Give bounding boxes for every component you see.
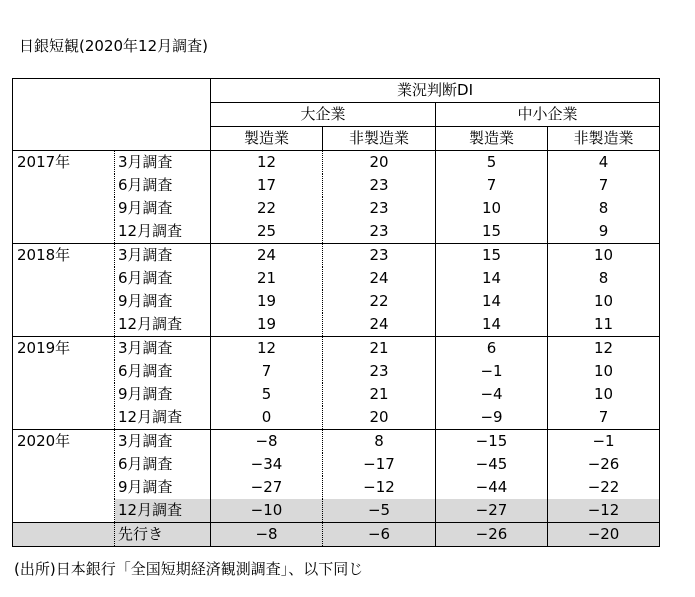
header-large-enterprise: 大企業: [211, 103, 436, 127]
large-nonmfg-value: 20: [323, 151, 436, 175]
large-mfg-value: 12: [211, 337, 323, 361]
small-nonmfg-value: 10: [548, 383, 660, 406]
small-nonmfg-value: 9: [548, 220, 660, 244]
large-nonmfg-value: 8: [323, 430, 436, 454]
table-row: [13, 430, 660, 454]
survey-month-label: 12月調査: [115, 499, 211, 523]
table-row: [13, 244, 660, 268]
small-mfg-value: −4: [436, 383, 548, 406]
small-mfg-value: −1: [436, 360, 548, 383]
large-nonmfg-value: −12: [323, 476, 436, 499]
large-nonmfg-value: 22: [323, 290, 436, 313]
survey-month-label: 12月調査: [115, 313, 211, 337]
large-mfg-value: 7: [211, 360, 323, 383]
large-nonmfg-value: 21: [323, 383, 436, 406]
survey-month-label: 12月調査: [115, 220, 211, 244]
small-nonmfg-value: 12: [548, 337, 660, 361]
large-mfg-value: −27: [211, 476, 323, 499]
forecast-row: [13, 523, 660, 547]
small-mfg-value: 10: [436, 197, 548, 220]
large-nonmfg-value: 24: [323, 313, 436, 337]
large-mfg-value: −10: [211, 499, 323, 523]
small-nonmfg-value: 10: [548, 360, 660, 383]
large-mfg-value: −34: [211, 453, 323, 476]
large-mfg-value: −8: [211, 523, 323, 547]
tankan-table: [12, 78, 660, 547]
header-row-di: [13, 79, 660, 103]
forecast-year-cell: [13, 523, 115, 547]
large-mfg-value: 5: [211, 383, 323, 406]
small-nonmfg-value: 7: [548, 174, 660, 197]
small-mfg-value: 15: [436, 220, 548, 244]
small-mfg-value: −15: [436, 430, 548, 454]
large-nonmfg-value: 24: [323, 267, 436, 290]
small-mfg-value: −26: [436, 523, 548, 547]
large-mfg-value: 17: [211, 174, 323, 197]
large-nonmfg-value: 21: [323, 337, 436, 361]
small-mfg-value: 14: [436, 313, 548, 337]
small-nonmfg-value: 7: [548, 406, 660, 430]
large-nonmfg-value: 23: [323, 197, 436, 220]
survey-month-label: 3月調査: [115, 244, 211, 268]
forecast-label: 先行き: [115, 523, 211, 547]
small-mfg-value: 7: [436, 174, 548, 197]
large-nonmfg-value: −17: [323, 453, 436, 476]
large-mfg-value: 19: [211, 290, 323, 313]
small-mfg-value: 14: [436, 267, 548, 290]
header-large-mfg: 製造業: [211, 127, 323, 151]
header-large-nonmfg: 非製造業: [323, 127, 436, 151]
large-mfg-value: 19: [211, 313, 323, 337]
small-mfg-value: −44: [436, 476, 548, 499]
large-mfg-value: 12: [211, 151, 323, 175]
year-label: 2018年: [13, 244, 115, 337]
small-mfg-value: −45: [436, 453, 548, 476]
page-title: 日銀短観(2020年12月調査): [19, 37, 208, 55]
header-small-enterprise: 中小企業: [436, 103, 660, 127]
survey-month-label: 3月調査: [115, 430, 211, 454]
large-nonmfg-value: 23: [323, 360, 436, 383]
large-nonmfg-value: 20: [323, 406, 436, 430]
survey-month-label: 6月調査: [115, 453, 211, 476]
large-mfg-value: 22: [211, 197, 323, 220]
small-nonmfg-value: 4: [548, 151, 660, 175]
survey-month-label: 3月調査: [115, 151, 211, 175]
header-di-label: 業況判断DI: [211, 79, 660, 103]
small-nonmfg-value: 8: [548, 267, 660, 290]
large-mfg-value: 0: [211, 406, 323, 430]
survey-month-label: 6月調査: [115, 267, 211, 290]
large-nonmfg-value: 23: [323, 174, 436, 197]
header-small-nonmfg: 非製造業: [548, 127, 660, 151]
small-mfg-value: −27: [436, 499, 548, 523]
large-mfg-value: 24: [211, 244, 323, 268]
large-nonmfg-value: 23: [323, 244, 436, 268]
year-label: 2017年: [13, 151, 115, 244]
small-nonmfg-value: −12: [548, 499, 660, 523]
small-nonmfg-value: 11: [548, 313, 660, 337]
small-mfg-value: 5: [436, 151, 548, 175]
table-row: [13, 337, 660, 361]
large-nonmfg-value: −6: [323, 523, 436, 547]
survey-month-label: 3月調査: [115, 337, 211, 361]
survey-month-label: 6月調査: [115, 360, 211, 383]
large-nonmfg-value: 23: [323, 220, 436, 244]
small-mfg-value: −9: [436, 406, 548, 430]
year-label: 2020年: [13, 430, 115, 523]
survey-month-label: 9月調査: [115, 290, 211, 313]
small-mfg-value: 15: [436, 244, 548, 268]
survey-month-label: 6月調査: [115, 174, 211, 197]
small-nonmfg-value: 10: [548, 290, 660, 313]
header-small-mfg: 製造業: [436, 127, 548, 151]
large-mfg-value: −8: [211, 430, 323, 454]
small-nonmfg-value: −1: [548, 430, 660, 454]
survey-month-label: 9月調査: [115, 383, 211, 406]
small-mfg-value: 14: [436, 290, 548, 313]
survey-month-label: 9月調査: [115, 197, 211, 220]
header-corner: [13, 79, 211, 151]
small-nonmfg-value: −20: [548, 523, 660, 547]
large-nonmfg-value: −5: [323, 499, 436, 523]
large-mfg-value: 25: [211, 220, 323, 244]
source-note: (出所)日本銀行「全国短期経済観測調査」、以下同じ: [14, 560, 364, 578]
survey-month-label: 12月調査: [115, 406, 211, 430]
large-mfg-value: 21: [211, 267, 323, 290]
small-mfg-value: 6: [436, 337, 548, 361]
small-nonmfg-value: −22: [548, 476, 660, 499]
table-row: [13, 151, 660, 175]
small-nonmfg-value: 8: [548, 197, 660, 220]
small-nonmfg-value: 10: [548, 244, 660, 268]
year-label: 2019年: [13, 337, 115, 430]
small-nonmfg-value: −26: [548, 453, 660, 476]
survey-month-label: 9月調査: [115, 476, 211, 499]
